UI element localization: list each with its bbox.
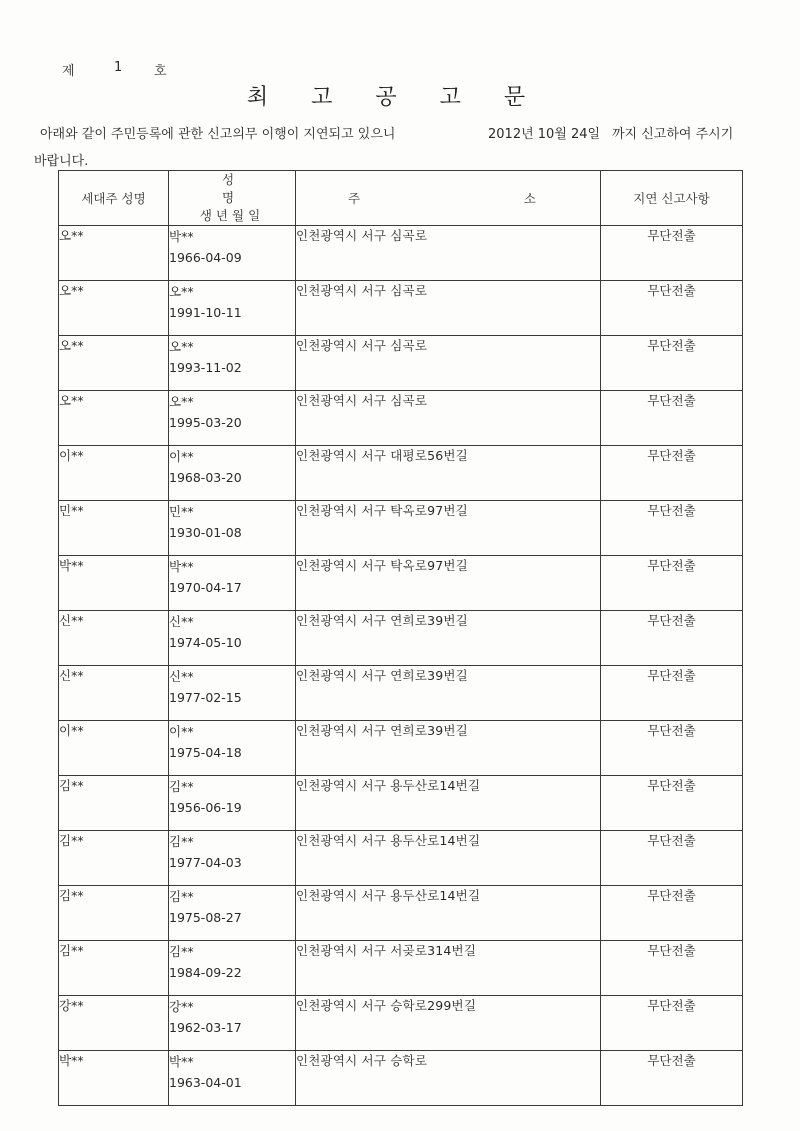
status-cell: 무단전출 (601, 281, 743, 336)
table-row (59, 336, 743, 391)
column-header-address (296, 171, 601, 226)
name-dob-cell (169, 336, 296, 391)
household-head-cell: 민** (59, 501, 169, 556)
household-head-cell: 김** (59, 831, 169, 886)
address-cell: 인천광역시 서구 승학로 (296, 1051, 601, 1106)
birth-date: 1963-04-01 (169, 1075, 242, 1090)
status-cell: 무단전출 (601, 831, 743, 886)
status-cell: 무단전출 (601, 501, 743, 556)
person-name: 박** (169, 1054, 194, 1069)
person-name: 박** (169, 559, 194, 574)
column-header-status: 지연 신고사항 (601, 171, 743, 226)
household-head-cell: 김** (59, 886, 169, 941)
status-cell: 무단전출 (601, 611, 743, 666)
address-cell: 인천광역시 서구 탁옥로97번길 (296, 556, 601, 611)
person-name: 신** (169, 614, 194, 629)
birth-date: 1975-08-27 (169, 910, 242, 925)
table-row (59, 776, 743, 831)
column-header-address-right: 소 (523, 191, 536, 206)
birth-date: 1966-04-09 (169, 250, 242, 265)
name-dob-cell (169, 226, 296, 281)
table-body (59, 226, 743, 1106)
intro-text-part1: 아래와 같이 주민등록에 관한 신고의무 이행이 지연되고 있으니 (40, 127, 396, 142)
address-cell: 인천광역시 서구 승학로299번길 (296, 996, 601, 1051)
table-row (59, 556, 743, 611)
intro-text-line2: 바랍니다. (34, 154, 89, 169)
address-cell: 인천광역시 서구 심곡로 (296, 391, 601, 446)
address-cell: 인천광역시 서구 심곡로 (296, 226, 601, 281)
birth-date: 1962-03-17 (169, 1020, 242, 1035)
person-name: 박** (169, 229, 194, 244)
birth-date: 1977-02-15 (169, 690, 242, 705)
address-cell: 인천광역시 서구 대평로56번길 (296, 446, 601, 501)
table-row (59, 996, 743, 1051)
address-cell: 인천광역시 서구 용두산로14번길 (296, 886, 601, 941)
person-name: 강** (169, 999, 194, 1014)
birth-date: 1956-06-19 (169, 800, 242, 815)
column-header-address-left: 주 (348, 191, 361, 206)
name-dob-cell (169, 886, 296, 941)
notice-table (58, 170, 743, 1106)
person-name: 김** (169, 779, 194, 794)
birth-date: 1977-04-03 (169, 855, 242, 870)
table-row (59, 391, 743, 446)
birth-date: 1984-09-22 (169, 965, 242, 980)
household-head-cell: 김** (59, 941, 169, 996)
household-head-cell: 신** (59, 666, 169, 721)
name-dob-cell (169, 666, 296, 721)
doc-number-suffix: 호 (154, 64, 167, 79)
address-cell: 인천광역시 서구 용두산로14번길 (296, 831, 601, 886)
table-row (59, 1051, 743, 1106)
table-row (59, 831, 743, 886)
page-title: 최 고 공 고 문 (246, 85, 544, 110)
name-dob-cell (169, 446, 296, 501)
household-head-cell: 이** (59, 446, 169, 501)
birth-date: 1930-01-08 (169, 525, 242, 540)
address-cell: 인천광역시 서구 서곶로314번길 (296, 941, 601, 996)
birth-date: 1975-04-18 (169, 745, 242, 760)
household-head-cell: 강** (59, 996, 169, 1051)
name-dob-cell (169, 611, 296, 666)
person-name: 오** (169, 394, 194, 409)
name-dob-cell (169, 721, 296, 776)
person-name: 민** (169, 504, 194, 519)
name-dob-cell (169, 831, 296, 886)
name-dob-cell (169, 941, 296, 996)
person-name: 김** (169, 889, 194, 904)
birth-date: 1970-04-17 (169, 580, 242, 595)
table-row (59, 721, 743, 776)
person-name: 김** (169, 834, 194, 849)
person-name: 김** (169, 944, 194, 959)
status-cell: 무단전출 (601, 1051, 743, 1106)
status-cell: 무단전출 (601, 336, 743, 391)
table-row (59, 226, 743, 281)
birth-date: 1991-10-11 (169, 305, 242, 320)
status-cell: 무단전출 (601, 776, 743, 831)
address-cell: 인천광역시 서구 용두산로14번길 (296, 776, 601, 831)
name-dob-cell (169, 391, 296, 446)
household-head-cell: 김** (59, 776, 169, 831)
status-cell: 무단전출 (601, 226, 743, 281)
address-cell: 인천광역시 서구 연희로39번길 (296, 666, 601, 721)
person-name: 이** (169, 449, 194, 464)
household-head-cell: 박** (59, 1051, 169, 1106)
doc-number-prefix: 제 (62, 64, 75, 79)
address-cell: 인천광역시 서구 연희로39번길 (296, 611, 601, 666)
column-header-household-head: 세대주 성명 (59, 171, 169, 226)
person-name: 오** (169, 339, 194, 354)
name-dob-cell (169, 501, 296, 556)
column-header-name-dob (169, 171, 296, 226)
birth-date: 1993-11-02 (169, 360, 242, 375)
household-head-cell: 오** (59, 336, 169, 391)
birth-date: 1974-05-10 (169, 635, 242, 650)
name-dob-cell (169, 776, 296, 831)
table-row (59, 281, 743, 336)
intro-text-part2: 까지 신고하여 주시기 (612, 127, 734, 142)
column-header-name: 성명 (221, 172, 273, 205)
household-head-cell: 이** (59, 721, 169, 776)
name-dob-cell (169, 556, 296, 611)
status-cell: 무단전출 (601, 666, 743, 721)
status-cell: 무단전출 (601, 941, 743, 996)
household-head-cell: 오** (59, 391, 169, 446)
household-head-cell: 박** (59, 556, 169, 611)
household-head-cell: 오** (59, 281, 169, 336)
status-cell: 무단전출 (601, 446, 743, 501)
name-dob-cell (169, 996, 296, 1051)
household-head-cell: 오** (59, 226, 169, 281)
person-name: 신** (169, 669, 194, 684)
table-row (59, 941, 743, 996)
table-row (59, 446, 743, 501)
intro-paragraph (34, 121, 764, 175)
name-dob-cell (169, 1051, 296, 1106)
status-cell: 무단전출 (601, 556, 743, 611)
table-row (59, 666, 743, 721)
person-name: 이** (169, 724, 194, 739)
doc-number-value: 1 (114, 60, 123, 75)
birth-date: 1968-03-20 (169, 470, 242, 485)
address-cell: 인천광역시 서구 탁옥로97번길 (296, 501, 601, 556)
status-cell: 무단전출 (601, 391, 743, 446)
status-cell: 무단전출 (601, 886, 743, 941)
name-dob-cell (169, 281, 296, 336)
address-cell: 인천광역시 서구 심곡로 (296, 336, 601, 391)
birth-date: 1995-03-20 (169, 415, 242, 430)
status-cell: 무단전출 (601, 996, 743, 1051)
table-header-row (59, 171, 743, 226)
address-cell: 인천광역시 서구 연희로39번길 (296, 721, 601, 776)
column-header-dob: 생년월일 (199, 208, 265, 223)
table-row (59, 886, 743, 941)
status-cell: 무단전출 (601, 721, 743, 776)
table-row (59, 611, 743, 666)
document-number (62, 60, 167, 79)
person-name: 오** (169, 284, 194, 299)
intro-deadline-date: 2012년 10월 24일 (488, 127, 601, 142)
address-cell: 인천광역시 서구 심곡로 (296, 281, 601, 336)
table-row (59, 501, 743, 556)
household-head-cell: 신** (59, 611, 169, 666)
